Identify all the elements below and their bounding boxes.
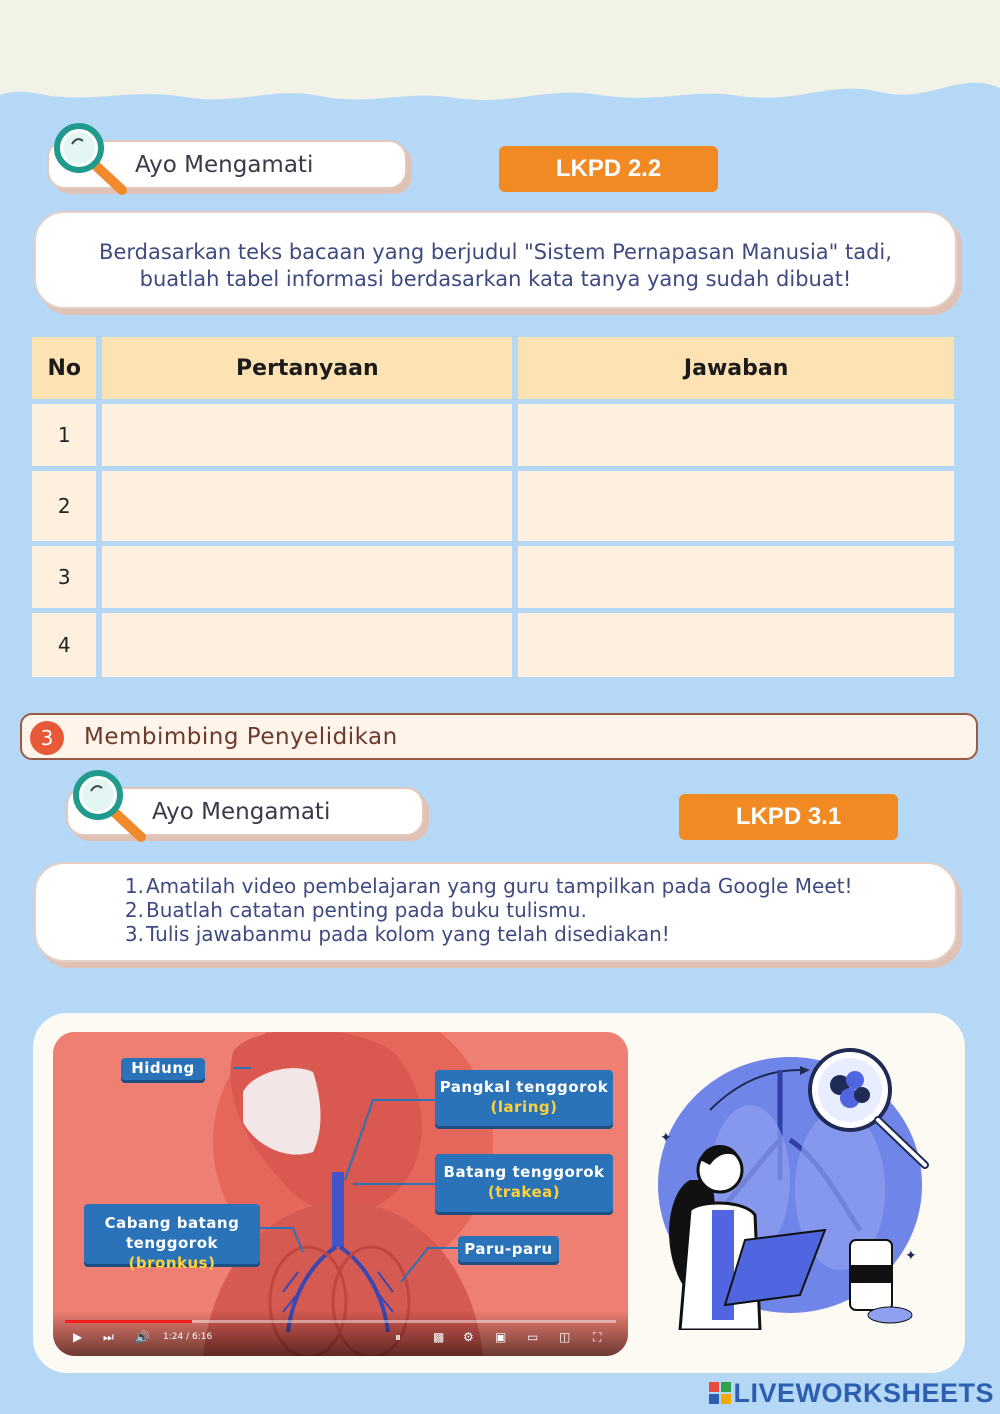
table-row: [32, 613, 954, 677]
instruction-card: [34, 211, 957, 309]
jawaban-cell[interactable]: [518, 613, 954, 677]
table-row: [32, 546, 954, 608]
jawaban-cell[interactable]: [518, 404, 954, 466]
label-paru-paru: Paru-paru: [458, 1236, 559, 1262]
row-number: 2: [32, 471, 96, 541]
list-item: 3. Tulis jawabanmu pada kolom yang telah disediakan!: [124, 922, 670, 946]
brand-name: LIVEWORKSHEETS: [733, 1378, 994, 1408]
label-trakea: [435, 1154, 613, 1212]
label-laring-line-1: Pangkal tenggorok: [439, 1078, 609, 1096]
list-item: 2. Buatlah catatan penting pada buku tulismu.: [124, 898, 587, 922]
svg-text:✦: ✦: [660, 1130, 672, 1146]
autoplay-toggle-icon[interactable]: ⏸: [395, 1330, 402, 1344]
header-no: No: [32, 337, 96, 399]
miniplayer-icon[interactable]: ▣: [495, 1330, 507, 1344]
lkpd-badge-2-2: LKPD 2.2: [499, 146, 718, 192]
lkpd-badge-3-1: LKPD 3.1: [679, 794, 898, 840]
settings-gear-icon[interactable]: ⚙: [463, 1330, 474, 1344]
label-bronkus: [84, 1204, 260, 1272]
video-controls: [53, 1310, 628, 1356]
theater-mode-icon[interactable]: ▭: [527, 1330, 539, 1344]
row-number: 4: [32, 613, 96, 677]
top-wave-decoration: [0, 0, 1000, 110]
section-3-header: [20, 713, 978, 760]
row-number: 1: [32, 404, 96, 466]
steps-list: [36, 864, 955, 946]
section-title: Membimbing Penyelidikan: [84, 724, 398, 750]
cast-icon[interactable]: ◫: [559, 1330, 571, 1344]
row-number: 3: [32, 546, 96, 608]
instruction-line-1: Berdasarkan teks bacaan yang berjudul "Sistem Pernapasan Manusia" tadi,: [99, 240, 892, 264]
step-text: Buatlah catatan penting pada buku tulismu.: [146, 898, 587, 922]
label-laring-line-2: (laring): [490, 1098, 558, 1116]
magnifier-icon: [71, 769, 151, 843]
label-hidung: Hidung: [121, 1058, 205, 1080]
svg-text:✦: ✦: [905, 1248, 917, 1264]
steps-card: [34, 862, 957, 962]
label-bronkus-line-1: Cabang batang: [104, 1214, 240, 1232]
question-answer-table: [26, 337, 960, 677]
progress-fill: [65, 1320, 192, 1323]
magnifier-icon: [52, 122, 132, 196]
video-player[interactable]: [53, 1032, 628, 1356]
table-row: [32, 471, 954, 541]
list-item: 1. Amatilah video pembelajaran yang guru tampilkan pada Google Meet!: [124, 874, 853, 898]
pertanyaan-cell[interactable]: [102, 546, 512, 608]
volume-icon[interactable]: 🔊: [135, 1330, 150, 1344]
play-icon[interactable]: ▶: [73, 1330, 83, 1344]
video-time: 1:24 / 6:16: [163, 1332, 213, 1342]
section-number-badge: 3: [30, 721, 64, 755]
step-text: Tulis jawabanmu pada kolom yang telah disediakan!: [146, 922, 670, 946]
pill-label: Ayo Mengamati: [152, 799, 331, 825]
table-row: [32, 404, 954, 466]
header-pertanyaan: Pertanyaan: [102, 337, 512, 399]
jawaban-cell[interactable]: [518, 546, 954, 608]
label-trakea-line-2: (trakea): [487, 1183, 561, 1201]
scientist-lungs-illustration: [650, 1040, 950, 1330]
instruction-line-2: buatlah tabel informasi berdasarkan kata tanya yang sudah dibuat!: [139, 267, 852, 291]
instruction-text: [36, 213, 955, 293]
next-icon[interactable]: ⏭: [103, 1330, 114, 1344]
pertanyaan-cell[interactable]: [102, 404, 512, 466]
pertanyaan-cell[interactable]: [102, 471, 512, 541]
jawaban-cell[interactable]: [518, 471, 954, 541]
captions-icon[interactable]: ▩: [433, 1330, 445, 1344]
header-jawaban: Jawaban: [518, 337, 954, 399]
label-bronkus-line-2: tenggorok: [126, 1234, 218, 1252]
fullscreen-icon[interactable]: ⛶: [593, 1330, 602, 1344]
label-laring: [435, 1070, 613, 1126]
pertanyaan-cell[interactable]: [102, 613, 512, 677]
label-bronkus-line-3: (bronkus): [128, 1254, 216, 1272]
liveworksheets-logo: [709, 1378, 994, 1409]
progress-bar[interactable]: [65, 1320, 616, 1323]
live-logo-icon: [709, 1382, 731, 1404]
step-text: Amatilah video pembelajaran yang guru tampilkan pada Google Meet!: [146, 874, 853, 898]
pill-label: Ayo Mengamati: [135, 152, 314, 178]
label-trakea-line-1: Batang tenggorok: [443, 1163, 605, 1181]
